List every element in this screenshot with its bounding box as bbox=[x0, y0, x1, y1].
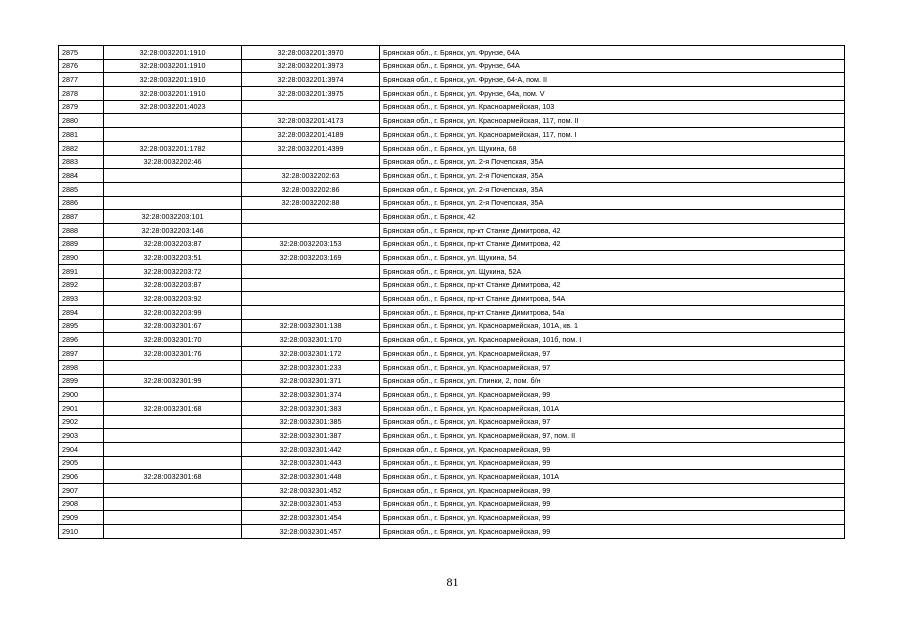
cadastral-number-cell: 32:28:0032301:457 bbox=[242, 525, 380, 539]
parent-cadastral-cell bbox=[104, 388, 242, 402]
cadastral-number-cell: 32:28:0032201:3975 bbox=[242, 87, 380, 101]
address-cell: Брянская обл., г. Брянск, ул. Красноармейская, 101А bbox=[380, 401, 845, 415]
table-row bbox=[59, 128, 845, 142]
cadastral-number-cell: 32:28:0032301:442 bbox=[242, 442, 380, 456]
parent-cadastral-cell bbox=[104, 415, 242, 429]
cadastral-number-cell bbox=[242, 155, 380, 169]
parent-cadastral-cell bbox=[104, 169, 242, 183]
parent-cadastral-cell bbox=[104, 484, 242, 498]
parent-cadastral-cell bbox=[104, 182, 242, 196]
cadastral-number-cell: 32:28:0032301:453 bbox=[242, 497, 380, 511]
row-number-cell: 2907 bbox=[59, 484, 104, 498]
address-cell: Брянская обл., г. Брянск, пр-кт Станке Димитрова, 42 bbox=[380, 278, 845, 292]
address-cell: Брянская обл., г. Брянск, ул. Фрунзе, 64-А, пом. II bbox=[380, 73, 845, 87]
address-cell: Брянская обл., г. Брянск, ул. Фрунзе, 64А bbox=[380, 46, 845, 60]
row-number-cell: 2898 bbox=[59, 360, 104, 374]
table-row bbox=[59, 155, 845, 169]
cadastral-number-cell bbox=[242, 292, 380, 306]
table-row bbox=[59, 470, 845, 484]
cadastral-number-cell: 32:28:0032301:448 bbox=[242, 470, 380, 484]
address-cell: Брянская обл., г. Брянск, ул. 2-я Почепская, 35А bbox=[380, 155, 845, 169]
parent-cadastral-cell: 32:28:0032201:1782 bbox=[104, 141, 242, 155]
address-cell: Брянская обл., г. Брянск, ул. Фрунзе, 64а, пом. V bbox=[380, 87, 845, 101]
table-row bbox=[59, 223, 845, 237]
address-cell: Брянская обл., г. Брянск, ул. Красноармейская, 99 bbox=[380, 511, 845, 525]
row-number-cell: 2888 bbox=[59, 223, 104, 237]
row-number-cell: 2897 bbox=[59, 347, 104, 361]
address-cell: Брянская обл., г. Брянск, ул. Щукина, 52А bbox=[380, 265, 845, 279]
address-cell: Брянская обл., г. Брянск, ул. Красноармейская, 99 bbox=[380, 442, 845, 456]
address-cell: Брянская обл., г. Брянск, ул. Красноармейская, 101б, пом. I bbox=[380, 333, 845, 347]
address-cell: Брянская обл., г. Брянск, ул. Красноармейская, 101А bbox=[380, 470, 845, 484]
row-number-cell: 2880 bbox=[59, 114, 104, 128]
parent-cadastral-cell bbox=[104, 497, 242, 511]
address-cell: Брянская обл., г. Брянск, ул. 2-я Почепская, 35А bbox=[380, 182, 845, 196]
cadastral-number-cell: 32:28:0032301:383 bbox=[242, 401, 380, 415]
parent-cadastral-cell bbox=[104, 456, 242, 470]
cadastral-number-cell: 32:28:0032301:443 bbox=[242, 456, 380, 470]
parent-cadastral-cell: 32:28:0032301:68 bbox=[104, 470, 242, 484]
row-number-cell: 2877 bbox=[59, 73, 104, 87]
table-row bbox=[59, 237, 845, 251]
cadastral-number-cell bbox=[242, 210, 380, 224]
cadastral-number-cell bbox=[242, 223, 380, 237]
parent-cadastral-cell bbox=[104, 360, 242, 374]
address-cell: Брянская обл., г. Брянск, пр-кт Станке Димитрова, 54а bbox=[380, 306, 845, 320]
cadastral-number-cell: 32:28:0032201:3974 bbox=[242, 73, 380, 87]
cadastral-number-cell: 32:28:0032301:374 bbox=[242, 388, 380, 402]
parent-cadastral-cell bbox=[104, 442, 242, 456]
cadastral-number-cell: 32:28:0032301:138 bbox=[242, 319, 380, 333]
parent-cadastral-cell bbox=[104, 429, 242, 443]
row-number-cell: 2886 bbox=[59, 196, 104, 210]
parent-cadastral-cell bbox=[104, 128, 242, 142]
parent-cadastral-cell: 32:28:0032201:1910 bbox=[104, 46, 242, 60]
cadastral-number-cell bbox=[242, 278, 380, 292]
cadastral-number-cell bbox=[242, 100, 380, 114]
address-cell: Брянская обл., г. Брянск, пр-кт Станке Димитрова, 42 bbox=[380, 223, 845, 237]
address-cell: Брянская обл., г. Брянск, ул. 2-я Почепская, 35А bbox=[380, 169, 845, 183]
row-number-cell: 2882 bbox=[59, 141, 104, 155]
table-row bbox=[59, 401, 845, 415]
table-row bbox=[59, 46, 845, 60]
address-cell: Брянская обл., г. Брянск, ул. Красноармейская, 99 bbox=[380, 456, 845, 470]
cadastral-number-cell: 32:28:0032201:3970 bbox=[242, 46, 380, 60]
table-row bbox=[59, 141, 845, 155]
parent-cadastral-cell: 32:28:0032203:87 bbox=[104, 237, 242, 251]
table-row bbox=[59, 511, 845, 525]
cadastral-number-cell: 32:28:0032202:63 bbox=[242, 169, 380, 183]
table-row bbox=[59, 196, 845, 210]
address-cell: Брянская обл., г. Брянск, ул. Красноармейская, 99 bbox=[380, 497, 845, 511]
cadastral-number-cell: 32:28:0032301:371 bbox=[242, 374, 380, 388]
cadastral-number-cell: 32:28:0032201:4189 bbox=[242, 128, 380, 142]
row-number-cell: 2904 bbox=[59, 442, 104, 456]
table-row bbox=[59, 73, 845, 87]
table-row bbox=[59, 100, 845, 114]
address-cell: Брянская обл., г. Брянск, пр-кт Станке Димитрова, 42 bbox=[380, 237, 845, 251]
table-row bbox=[59, 265, 845, 279]
parent-cadastral-cell: 32:28:0032203:146 bbox=[104, 223, 242, 237]
table-row bbox=[59, 360, 845, 374]
table-row bbox=[59, 497, 845, 511]
row-number-cell: 2875 bbox=[59, 46, 104, 60]
row-number-cell: 2894 bbox=[59, 306, 104, 320]
row-number-cell: 2908 bbox=[59, 497, 104, 511]
parent-cadastral-cell: 32:28:0032301:67 bbox=[104, 319, 242, 333]
address-cell: Брянская обл., г. Брянск, пр-кт Станке Димитрова, 54А bbox=[380, 292, 845, 306]
parent-cadastral-cell: 32:28:0032201:1910 bbox=[104, 59, 242, 73]
table-row bbox=[59, 456, 845, 470]
address-cell: Брянская обл., г. Брянск, ул. Щукина, 68 bbox=[380, 141, 845, 155]
cadastral-number-cell: 32:28:0032201:4399 bbox=[242, 141, 380, 155]
row-number-cell: 2889 bbox=[59, 237, 104, 251]
row-number-cell: 2902 bbox=[59, 415, 104, 429]
row-number-cell: 2900 bbox=[59, 388, 104, 402]
row-number-cell: 2881 bbox=[59, 128, 104, 142]
parent-cadastral-cell: 32:28:0032301:70 bbox=[104, 333, 242, 347]
address-cell: Брянская обл., г. Брянск, ул. Красноармейская, 97 bbox=[380, 360, 845, 374]
row-number-cell: 2890 bbox=[59, 251, 104, 265]
table-row bbox=[59, 484, 845, 498]
table-row bbox=[59, 292, 845, 306]
row-number-cell: 2884 bbox=[59, 169, 104, 183]
table-row bbox=[59, 169, 845, 183]
parent-cadastral-cell: 32:28:0032301:68 bbox=[104, 401, 242, 415]
cadastral-number-cell: 32:28:0032301:233 bbox=[242, 360, 380, 374]
row-number-cell: 2909 bbox=[59, 511, 104, 525]
cadastral-number-cell: 32:28:0032301:170 bbox=[242, 333, 380, 347]
cadastral-number-cell: 32:28:0032201:4173 bbox=[242, 114, 380, 128]
table-row bbox=[59, 278, 845, 292]
table-row bbox=[59, 388, 845, 402]
parent-cadastral-cell bbox=[104, 196, 242, 210]
cadastral-number-cell: 32:28:0032202:88 bbox=[242, 196, 380, 210]
row-number-cell: 2885 bbox=[59, 182, 104, 196]
address-cell: Брянская обл., г. Брянск, ул. Красноармейская, 117, пом. II bbox=[380, 114, 845, 128]
row-number-cell: 2905 bbox=[59, 456, 104, 470]
table-row bbox=[59, 306, 845, 320]
row-number-cell: 2895 bbox=[59, 319, 104, 333]
table-row bbox=[59, 333, 845, 347]
parent-cadastral-cell: 32:28:0032203:87 bbox=[104, 278, 242, 292]
row-number-cell: 2883 bbox=[59, 155, 104, 169]
table-row bbox=[59, 415, 845, 429]
row-number-cell: 2893 bbox=[59, 292, 104, 306]
row-number-cell: 2891 bbox=[59, 265, 104, 279]
address-cell: Брянская обл., г. Брянск, ул. Красноармейская, 97 bbox=[380, 415, 845, 429]
table-row bbox=[59, 347, 845, 361]
row-number-cell: 2876 bbox=[59, 59, 104, 73]
address-cell: Брянская обл., г. Брянск, ул. Щукина, 54 bbox=[380, 251, 845, 265]
address-cell: Брянская обл., г. Брянск, ул. Красноармейская, 103 bbox=[380, 100, 845, 114]
parent-cadastral-cell: 32:28:0032202:46 bbox=[104, 155, 242, 169]
table-row bbox=[59, 525, 845, 539]
registry-table-body bbox=[59, 46, 845, 539]
cadastral-number-cell: 32:28:0032301:172 bbox=[242, 347, 380, 361]
parent-cadastral-cell: 32:28:0032201:4023 bbox=[104, 100, 242, 114]
table-row bbox=[59, 87, 845, 101]
cadastral-number-cell: 32:28:0032301:387 bbox=[242, 429, 380, 443]
cadastral-number-cell: 32:28:0032202:86 bbox=[242, 182, 380, 196]
cadastral-number-cell bbox=[242, 306, 380, 320]
parent-cadastral-cell: 32:28:0032201:1910 bbox=[104, 73, 242, 87]
cadastral-number-cell bbox=[242, 265, 380, 279]
table-row bbox=[59, 182, 845, 196]
table-row bbox=[59, 319, 845, 333]
table-row bbox=[59, 210, 845, 224]
address-cell: Брянская обл., г. Брянск, ул. Глинки, 2, пом. б/н bbox=[380, 374, 845, 388]
row-number-cell: 2879 bbox=[59, 100, 104, 114]
table-row bbox=[59, 429, 845, 443]
parent-cadastral-cell: 32:28:0032203:72 bbox=[104, 265, 242, 279]
table-row bbox=[59, 442, 845, 456]
table-row bbox=[59, 59, 845, 73]
parent-cadastral-cell: 32:28:0032301:76 bbox=[104, 347, 242, 361]
row-number-cell: 2896 bbox=[59, 333, 104, 347]
parent-cadastral-cell bbox=[104, 511, 242, 525]
cadastral-number-cell: 32:28:0032301:454 bbox=[242, 511, 380, 525]
address-cell: Брянская обл., г. Брянск, 42 bbox=[380, 210, 845, 224]
address-cell: Брянская обл., г. Брянск, ул. Красноармейская, 97 bbox=[380, 347, 845, 361]
row-number-cell: 2887 bbox=[59, 210, 104, 224]
address-cell: Брянская обл., г. Брянск, ул. Красноармейская, 97, пом. II bbox=[380, 429, 845, 443]
parent-cadastral-cell: 32:28:0032201:1910 bbox=[104, 87, 242, 101]
parent-cadastral-cell bbox=[104, 114, 242, 128]
parent-cadastral-cell: 32:28:0032203:92 bbox=[104, 292, 242, 306]
parent-cadastral-cell: 32:28:0032203:101 bbox=[104, 210, 242, 224]
cadastral-number-cell: 32:28:0032301:385 bbox=[242, 415, 380, 429]
table-row bbox=[59, 114, 845, 128]
cadastral-number-cell: 32:28:0032201:3973 bbox=[242, 59, 380, 73]
row-number-cell: 2892 bbox=[59, 278, 104, 292]
cadastral-number-cell: 32:28:0032301:452 bbox=[242, 484, 380, 498]
address-cell: Брянская обл., г. Брянск, ул. 2-я Почепская, 35А bbox=[380, 196, 845, 210]
page-number: 81 bbox=[446, 575, 459, 589]
address-cell: Брянская обл., г. Брянск, ул. Красноармейская, 117, пом. I bbox=[380, 128, 845, 142]
row-number-cell: 2899 bbox=[59, 374, 104, 388]
cadastral-number-cell: 32:28:0032203:153 bbox=[242, 237, 380, 251]
row-number-cell: 2906 bbox=[59, 470, 104, 484]
row-number-cell: 2910 bbox=[59, 525, 104, 539]
table-row bbox=[59, 374, 845, 388]
parent-cadastral-cell: 32:28:0032301:99 bbox=[104, 374, 242, 388]
table-row bbox=[59, 251, 845, 265]
row-number-cell: 2901 bbox=[59, 401, 104, 415]
parent-cadastral-cell: 32:28:0032203:99 bbox=[104, 306, 242, 320]
row-number-cell: 2903 bbox=[59, 429, 104, 443]
parent-cadastral-cell: 32:28:0032203:51 bbox=[104, 251, 242, 265]
address-cell: Брянская обл., г. Брянск, ул. Красноармейская, 99 bbox=[380, 484, 845, 498]
address-cell: Брянская обл., г. Брянск, ул. Красноармейская, 101А, кв. 1 bbox=[380, 319, 845, 333]
parent-cadastral-cell bbox=[104, 525, 242, 539]
cadastral-number-cell: 32:28:0032203:169 bbox=[242, 251, 380, 265]
address-cell: Брянская обл., г. Брянск, ул. Красноармейская, 99 bbox=[380, 388, 845, 402]
address-cell: Брянская обл., г. Брянск, ул. Красноармейская, 99 bbox=[380, 525, 845, 539]
address-cell: Брянская обл., г. Брянск, ул. Фрунзе, 64А bbox=[380, 59, 845, 73]
row-number-cell: 2878 bbox=[59, 87, 104, 101]
property-registry-table bbox=[58, 45, 845, 539]
